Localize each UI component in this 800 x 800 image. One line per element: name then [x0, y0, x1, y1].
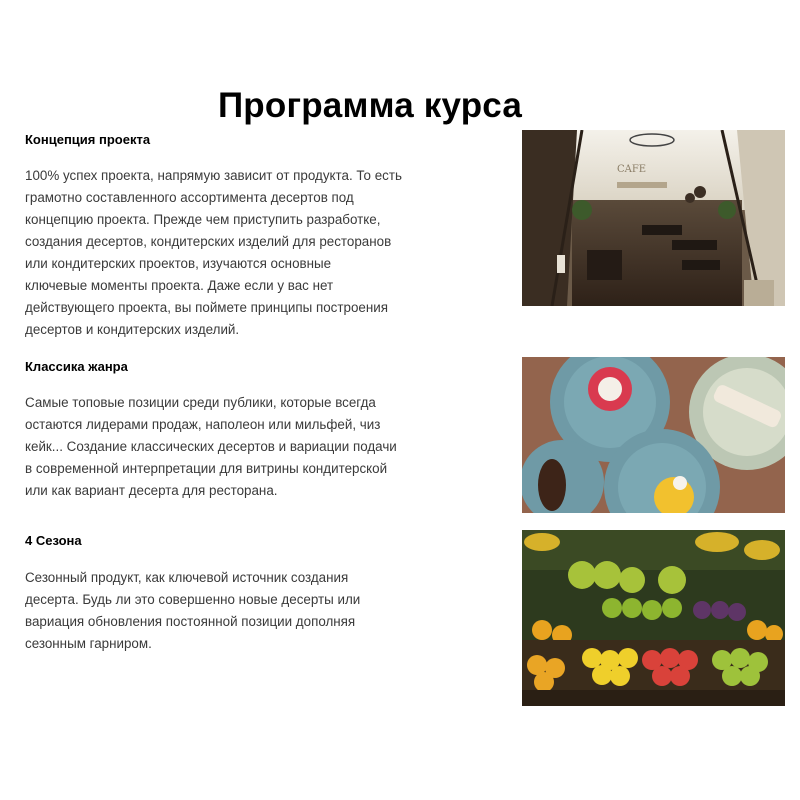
- section-text-concept: [25, 165, 445, 341]
- text-line: остаются лидерами продаж, наполеон или мильфей, чиз: [25, 417, 381, 432]
- text-line: сезонным гарниром.: [25, 636, 152, 651]
- section-title-classic: Классика жанра: [25, 359, 128, 374]
- text-line: или кондитерских проектов, изучаются основные: [25, 256, 332, 271]
- text-line: концепцию проекта. Прежде чем приступить разработке,: [25, 212, 381, 227]
- text-line: Самые топовые позиции среди публики, которые всегда: [25, 395, 376, 410]
- text-line: ключевые моменты проекта. Даже если у вас нет: [25, 278, 334, 293]
- text-line: десертов и кондитерских изделий.: [25, 322, 240, 337]
- text-line: в современной интерпретации для витрины кондитерской: [25, 461, 388, 476]
- text-line: создания десертов, кондитерских изделий для ресторанов: [25, 234, 392, 249]
- page-title: Программа курса: [217, 86, 523, 125]
- section-text-classic: [25, 392, 445, 502]
- desserts-photo: [522, 357, 785, 513]
- text-line: вариация обновления постоянной позиции дополняя: [25, 614, 356, 629]
- text-line: кейк... Создание классических десертов и вариации подачи: [25, 439, 397, 454]
- text-line: Сезонный продукт, как ключевой источник создания: [25, 570, 349, 585]
- text-line: десерта. Будь ли это совершенно новые десерты или: [25, 592, 361, 607]
- cafe-window-lettering: CAFE: [617, 164, 647, 175]
- section-title-seasons: 4 Сезона: [25, 533, 82, 548]
- section-text-seasons: [25, 567, 445, 655]
- section-title-concept: Концепция проекта: [25, 132, 151, 147]
- cafe-interior-photo: [522, 130, 785, 306]
- text-line: грамотно составленного ассортимента десертов под: [25, 190, 354, 205]
- text-line: действующего проекта, вы поймете принципы построения: [25, 300, 388, 315]
- text-line: или как вариант десерта для ресторана.: [25, 483, 278, 498]
- fruit-market-photo: [522, 530, 785, 706]
- text-line: 100% успех проекта, напрямую зависит от продукта. То есть: [25, 168, 402, 183]
